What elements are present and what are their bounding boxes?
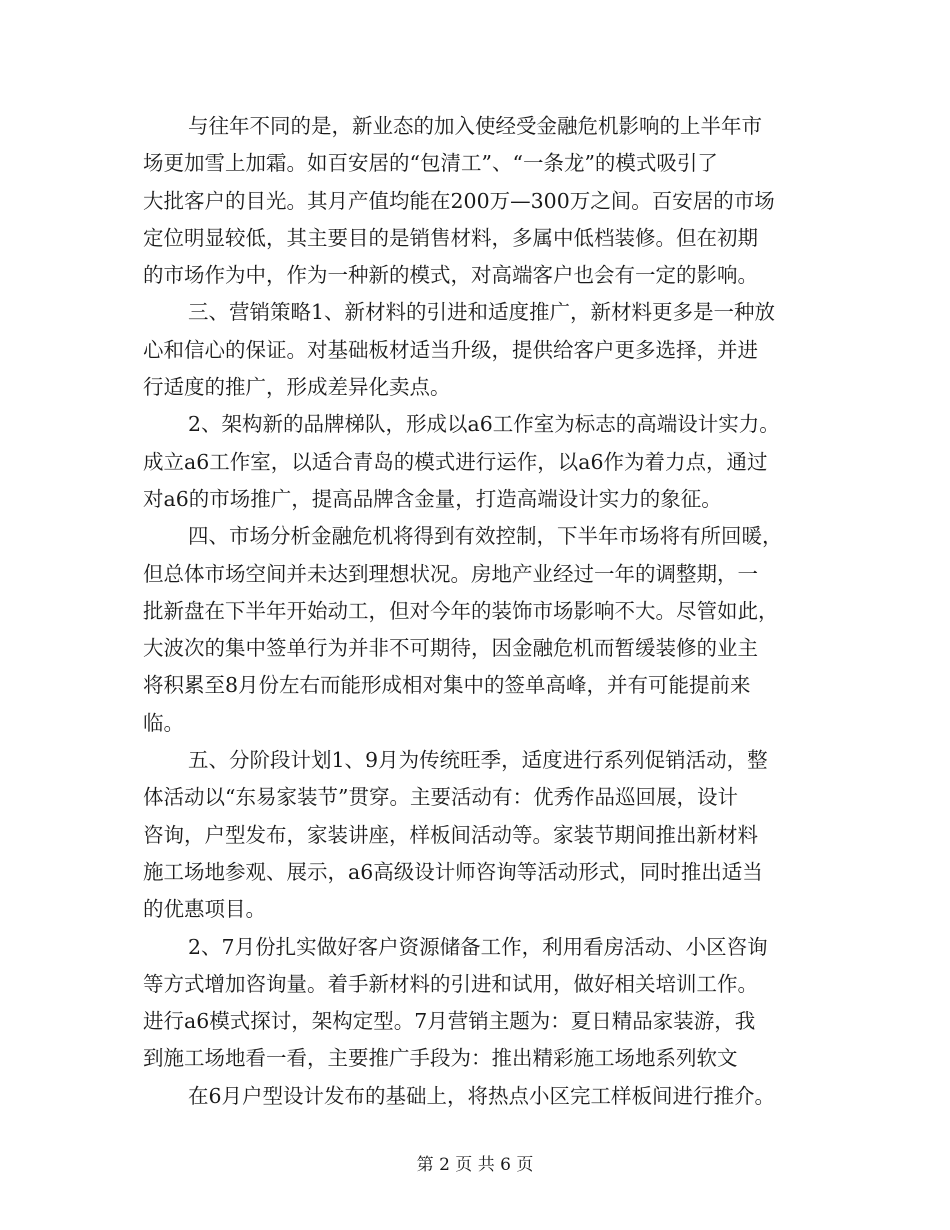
text-line: 2、7月份扎实做好客户资源储备工作，利用看房活动、小区咨询 [188, 934, 768, 959]
text-line: 三、营销策略1、新材料的引进和适度推广，新材料更多是一种放 [188, 300, 776, 325]
text-line: 将积累至8月份左右而能形成相对集中的签单高峰，并有可能提前来 [143, 673, 751, 698]
text-line: 的优惠项目。 [143, 897, 266, 922]
text-line: 2、架构新的品牌梯队，形成以a6工作室为标志的高端设计实力。 [188, 412, 780, 437]
text-line: 进行a6模式探讨，架构定型。7月营销主题为：夏日精品家装游，我 [143, 1009, 756, 1034]
text-line: 行适度的推广，形成差异化卖点。 [143, 375, 451, 400]
page-number-footer: 第 2 页 共 6 页 [416, 1155, 534, 1175]
text-line: 场更加雪上加霜。如百安居的“包清工”、“一条龙”的模式吸引了 [143, 151, 718, 176]
text-line: 成立a6工作室，以适合青岛的模式进行运作，以a6作为着力点，通过 [143, 449, 768, 474]
text-line: 大波次的集中签单行为并非不可期待，因金融危机而暂缓装修的业主 [143, 636, 758, 661]
text-line: 与往年不同的是，新业态的加入使经受金融危机影响的上半年市 [188, 114, 762, 138]
text-line: 批新盘在下半年开始动工，但对今年的装饰市场影响不大。尽管如此， [143, 598, 779, 623]
document-body [143, 108, 813, 1115]
text-line: 在6月户型设计发布的基础上，将热点小区完工样板间进行推介。 [188, 1083, 776, 1108]
text-line: 临。 [143, 710, 184, 735]
text-line: 咨询，户型发布，家装讲座，样板间活动等。家装节期间推出新材料 [143, 822, 758, 847]
text-line: 定位明显较低，其主要目的是销售材料，多属中低档装修。但在初期 [143, 225, 758, 250]
text-line: 到施工场地看一看，主要推广手段为：推出精彩施工场地系列软文 [143, 1046, 738, 1071]
text-line: 的市场作为中，作为一种新的模式，对高端客户也会有一定的影响。 [143, 263, 758, 288]
text-line: 五、分阶段计划1、9月为传统旺季，适度进行系列促销活动，整 [188, 748, 768, 773]
text-line: 施工场地参观、展示，a6高级设计师咨询等活动形式，同时推出适当 [143, 859, 763, 884]
text-line: 大批客户的目光。其月产值均能在200万—300万之间。百安居的市场 [143, 188, 775, 213]
text-line: 但总体市场空间并未达到理想状况。房地产业经过一年的调整期，一 [143, 561, 758, 586]
text-line: 四、市场分析金融危机将得到有效控制，下半年市场将有所回暖， [188, 524, 783, 549]
text-line: 等方式增加咨询量。着手新材料的引进和试用，做好相关培训工作。 [143, 971, 758, 996]
text-line: 对a6的市场推广，提高品牌含金量，打造高端设计实力的象征。 [143, 486, 722, 511]
text-line: 心和信心的保证。对基础板材适当升级，提供给客户更多选择，并进 [143, 337, 758, 362]
text-line: 体活动以“东易家装节”贯穿。主要活动有：优秀作品巡回展，设计 [143, 785, 738, 810]
